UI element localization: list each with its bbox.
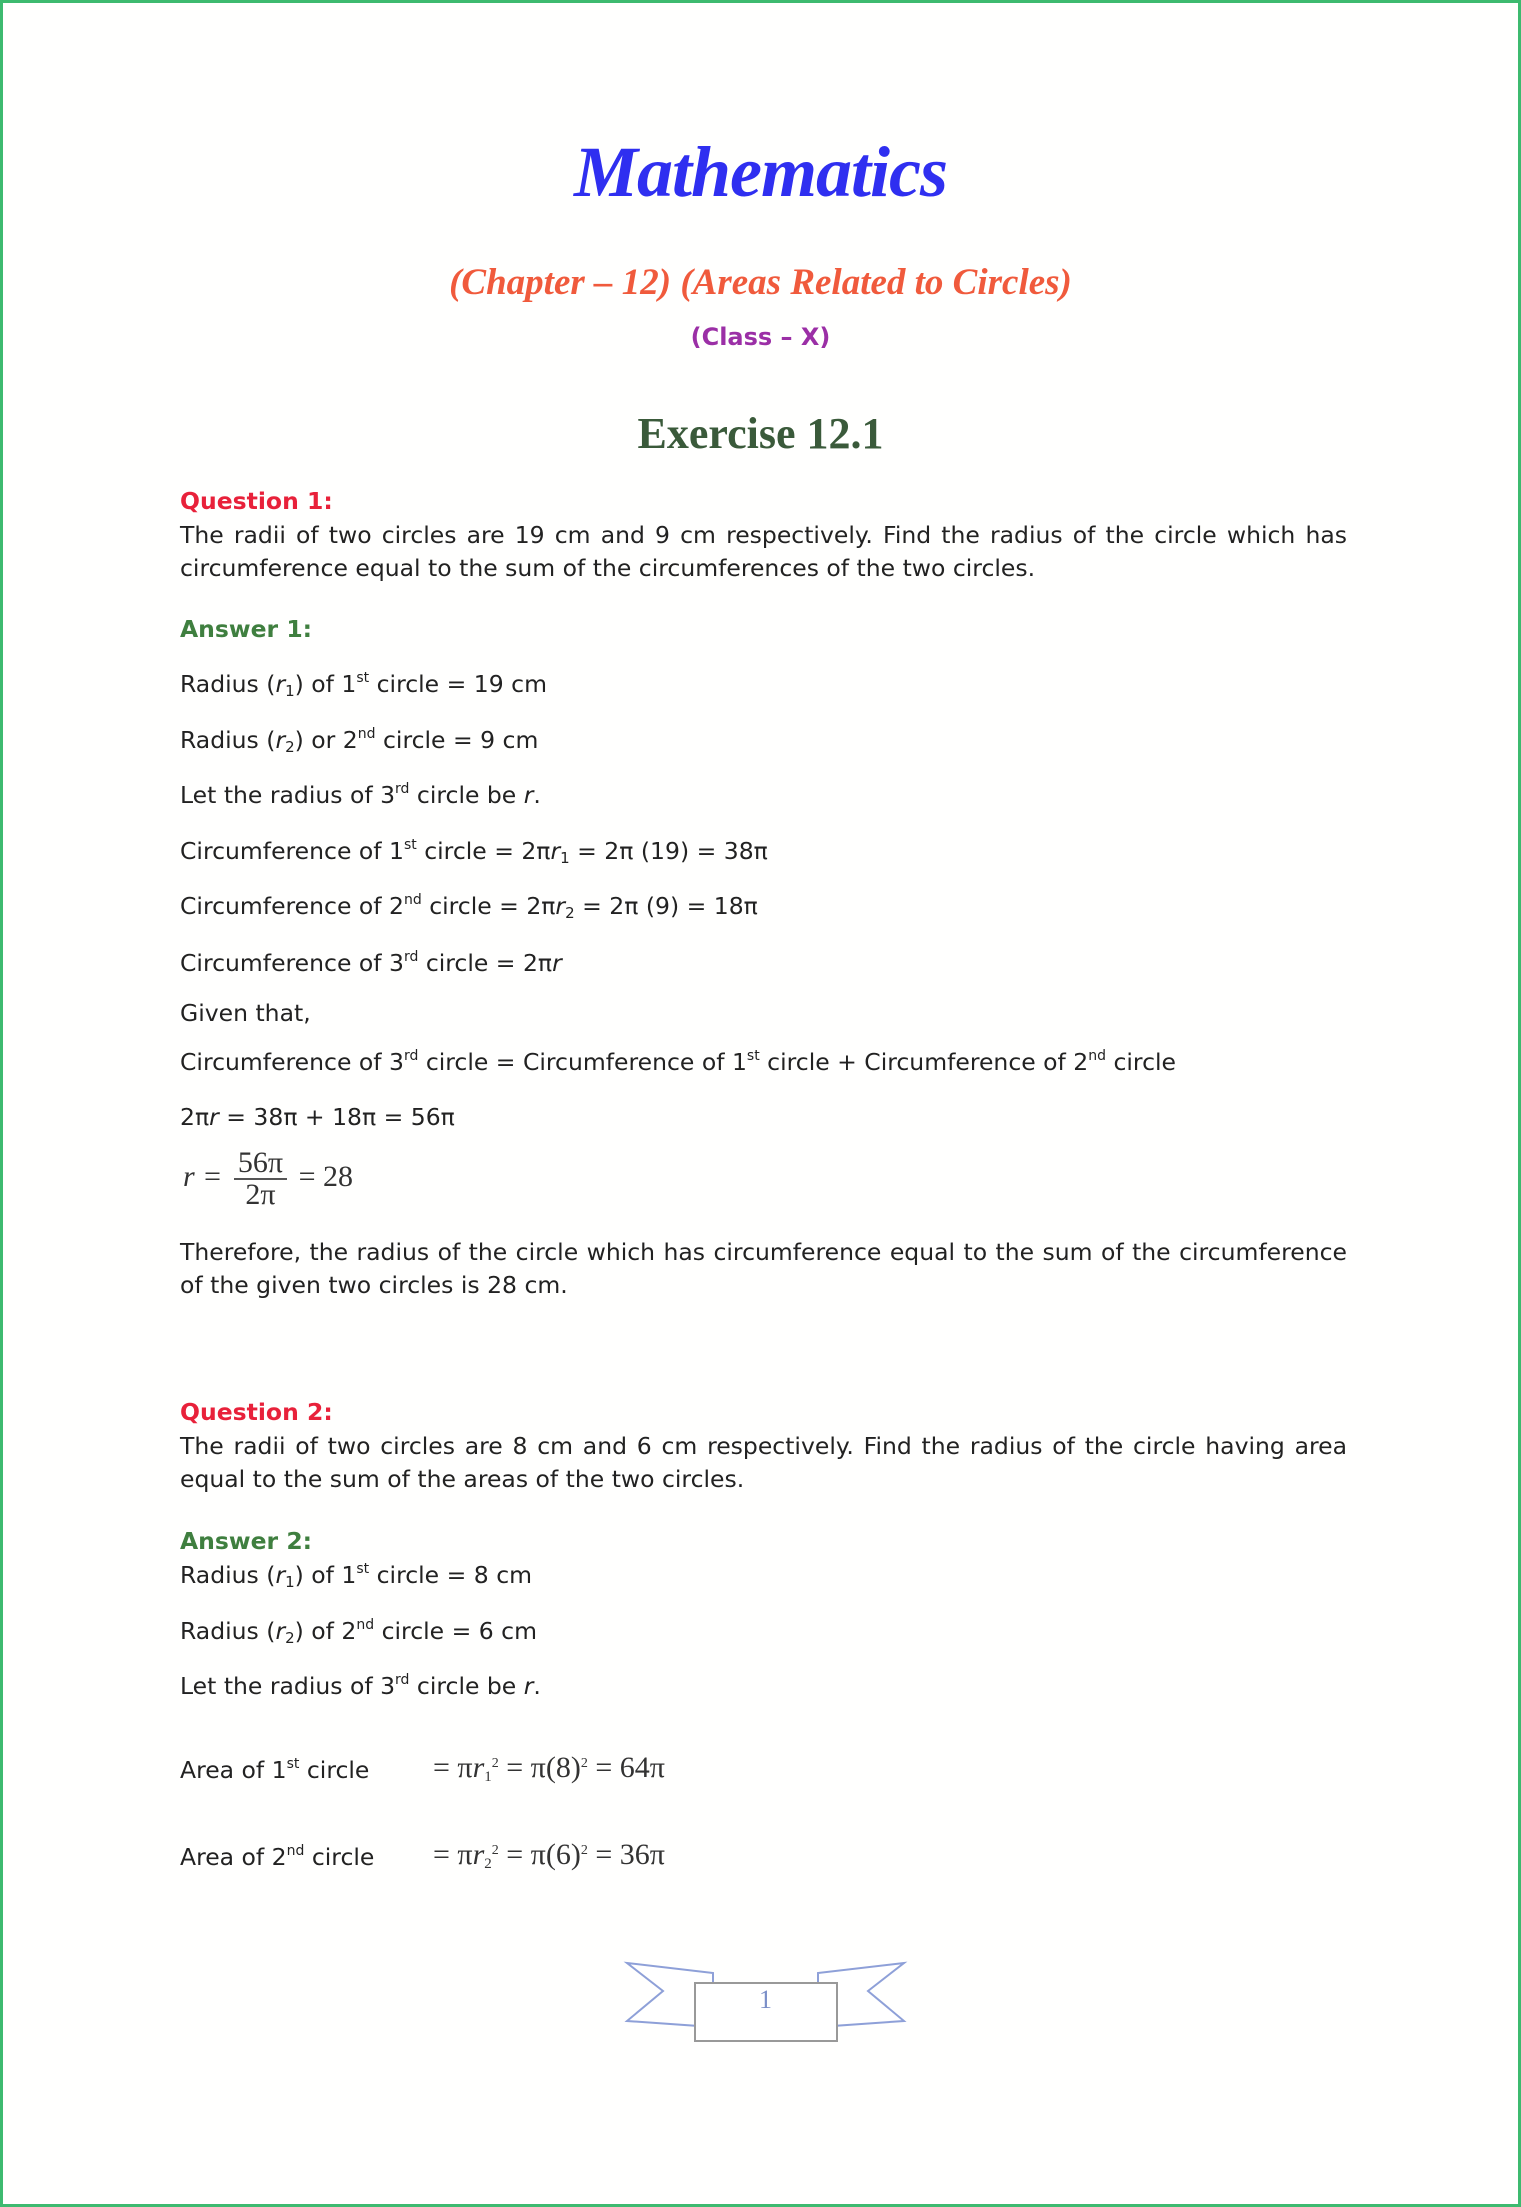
superscript: st — [356, 670, 370, 686]
area-formula — [433, 1751, 665, 1785]
text-segment: circle = 19 cm — [369, 670, 547, 698]
formula-rhs: = 28 — [298, 1159, 353, 1193]
answer-line — [180, 1046, 1347, 1078]
text-segment: circle = 9 cm — [375, 726, 539, 754]
text-segment: 2π — [180, 1103, 210, 1131]
text-segment: Radius ( — [180, 1561, 276, 1589]
text-segment: circle = 2π — [418, 949, 553, 977]
subscript: 1 — [285, 1573, 295, 1591]
answer-line — [180, 779, 1347, 811]
superscript: nd — [1088, 1048, 1107, 1064]
subscript: 1 — [285, 682, 295, 700]
superscript: nd — [286, 1843, 305, 1859]
text-segment: = 2π (9) = 18π — [574, 892, 758, 920]
subscript: 2 — [285, 738, 295, 756]
area-label — [180, 1841, 400, 1873]
text-segment: circle be — [409, 781, 524, 809]
text-segment: = 64π — [587, 1751, 665, 1784]
text-segment: = 2π (19) = 38π — [569, 837, 768, 865]
variable: r — [552, 949, 562, 977]
answer-2-label: Answer 2: — [180, 1527, 313, 1555]
text-segment: Let the radius of 3 — [180, 781, 396, 809]
subscript: 2 — [565, 904, 575, 922]
superscript: rd — [403, 1048, 419, 1064]
text-segment: circle = 6 cm — [374, 1617, 537, 1645]
superscript: nd — [356, 1617, 375, 1633]
subscript: 2 — [484, 1856, 492, 1872]
text-segment: ) or 2 — [294, 726, 358, 754]
exercise-heading: Exercise 12.1 — [637, 409, 884, 458]
text-segment: = 36π — [587, 1838, 665, 1871]
text-segment: ) of 1 — [294, 1561, 357, 1589]
text-segment: Circumference of 2 — [180, 892, 404, 920]
text-segment: Let the radius of 3 — [180, 1672, 396, 1700]
text-segment: = 38π + 18π = 56π — [218, 1103, 455, 1131]
subscript: 1 — [484, 1769, 492, 1785]
text-segment: circle — [1106, 1048, 1176, 1076]
area-label — [180, 1754, 400, 1786]
text-segment: ) of 2 — [294, 1617, 357, 1645]
radius-formula — [183, 1148, 353, 1210]
page-title: Mathematics — [573, 132, 947, 212]
subscript: 1 — [560, 849, 570, 867]
question-2-label: Question 2: — [180, 1398, 333, 1426]
answer-line — [180, 1101, 1347, 1133]
answer-1-label: Answer 1: — [180, 615, 313, 643]
text-segment: circle — [299, 1756, 370, 1784]
superscript: 2 — [491, 1843, 499, 1858]
superscript: st — [746, 1048, 760, 1064]
superscript: st — [356, 1561, 370, 1577]
text-segment: = π — [433, 1838, 473, 1871]
variable: r — [275, 1561, 286, 1589]
variable: r — [555, 892, 566, 920]
variable: r — [472, 1838, 485, 1871]
text-segment: circle + Circumference of 2 — [759, 1048, 1089, 1076]
superscript: 2 — [491, 1756, 499, 1771]
answer-line — [180, 890, 1347, 922]
text-segment: circle = Circumference of 1 — [418, 1048, 747, 1076]
answer-line — [180, 724, 1347, 756]
text-segment: Circumference of 3 — [180, 949, 404, 977]
text-segment: circle = 2π — [421, 892, 556, 920]
variable: r — [209, 1103, 219, 1131]
text-segment: Area of 2 — [180, 1843, 287, 1871]
answer-line — [180, 997, 1347, 1029]
superscript: nd — [357, 726, 376, 742]
page-number-ribbon — [623, 1955, 908, 2045]
text-segment: Area of 1 — [180, 1756, 287, 1784]
variable: r — [523, 1672, 534, 1700]
superscript: rd — [395, 781, 410, 797]
fraction — [234, 1148, 287, 1210]
text-segment: = π(8) — [498, 1751, 581, 1784]
area-formula — [433, 1838, 665, 1872]
text-segment: Radius ( — [180, 726, 276, 754]
class-heading: (Class – X) — [690, 323, 831, 351]
variable: r — [275, 726, 286, 754]
answer-line — [180, 1559, 1347, 1591]
fraction-numerator: 56π — [234, 1148, 287, 1180]
text-segment: Circumference of 1 — [180, 837, 404, 865]
superscript: 2 — [580, 1843, 588, 1858]
text-segment: circle = 8 cm — [369, 1561, 533, 1589]
variable: r — [523, 781, 534, 809]
text-segment: ) of 1 — [294, 670, 357, 698]
superscript: nd — [403, 892, 422, 908]
variable: r — [550, 837, 561, 865]
superscript: rd — [395, 1672, 410, 1688]
text-segment: Circumference of 3 — [180, 1048, 404, 1076]
question-2-text: The radii of two circles are 8 cm and 6 cm respectively. Find the radius of the circle having area equal to the sum of the areas of the two circles. — [180, 1432, 1347, 1493]
text-segment: . — [533, 1672, 541, 1700]
superscript: st — [403, 837, 417, 853]
superscript: rd — [403, 949, 419, 965]
superscript: 2 — [580, 1756, 588, 1771]
text-segment: Radius ( — [180, 670, 276, 698]
chapter-heading: (Chapter – 12) (Areas Related to Circles) — [449, 262, 1072, 303]
variable: r — [275, 670, 286, 698]
variable: r — [472, 1751, 485, 1784]
answer-line — [180, 668, 1347, 700]
text-segment: circle = 2π — [416, 837, 551, 865]
answer-line — [180, 947, 1347, 979]
question-1-text: The radii of two circles are 19 cm and 9 cm respectively. Find the radius of the circle which has circumference equal to the sum of the circumferences of the two circles. — [180, 521, 1347, 582]
text-segment: circle be — [409, 1672, 524, 1700]
text-segment: Radius ( — [180, 1617, 276, 1645]
answer-1-conclusion: Therefore, the radius of the circle which has circumference equal to the sum of the circumference of the given two circles is 28 cm. — [180, 1238, 1347, 1299]
variable: r — [275, 1617, 286, 1645]
text-segment: = π — [433, 1751, 473, 1784]
text-segment: . — [533, 781, 541, 809]
subscript: 2 — [285, 1629, 295, 1647]
answer-line — [180, 835, 1347, 867]
text-segment: = π(6) — [498, 1838, 581, 1871]
text-segment: Given that, — [180, 999, 311, 1027]
answer-line — [180, 1615, 1347, 1647]
superscript: st — [286, 1756, 300, 1772]
answer-line — [180, 1670, 1347, 1702]
fraction-denominator: 2π — [245, 1178, 276, 1211]
formula-lhs: r = — [183, 1159, 223, 1193]
page-number: 1 — [759, 1985, 772, 2014]
text-segment: circle — [304, 1843, 375, 1871]
question-1-label: Question 1: — [180, 487, 333, 515]
